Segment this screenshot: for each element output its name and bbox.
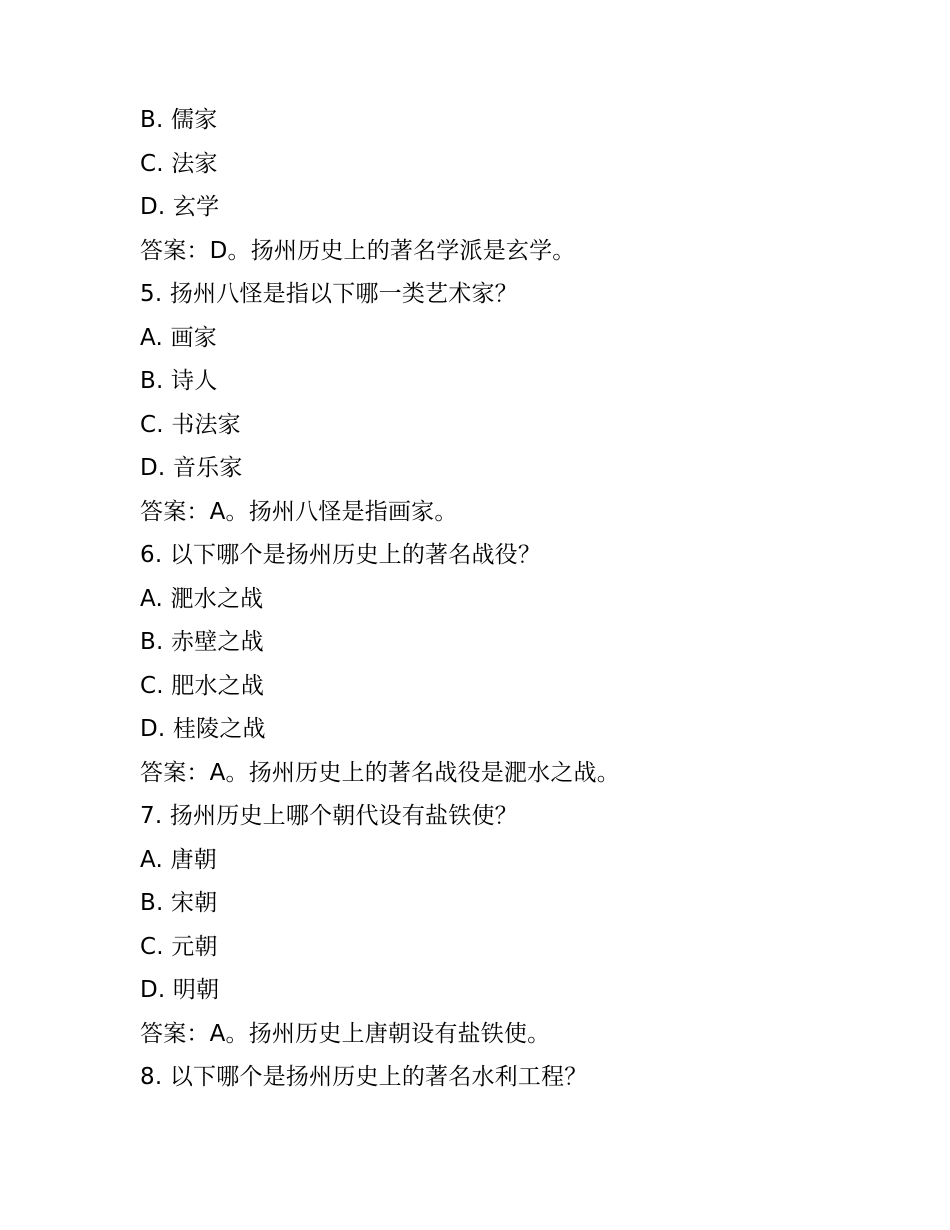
option-line: B. 宋朝	[140, 890, 218, 916]
question-line: 5. 扬州八怪是指以下哪一类艺术家？	[140, 281, 518, 307]
option-line: D. 桂陵之战	[140, 716, 266, 742]
option-line: A. 画家	[140, 324, 217, 351]
question-line: 7. 扬州历史上哪个朝代设有盐铁使？	[140, 803, 518, 829]
option-line: B. 儒家	[140, 107, 218, 133]
option-line: A. 唐朝	[140, 846, 217, 873]
option-line: C. 肥水之战	[140, 672, 265, 699]
answer-line: 答案：A。扬州八怪是指画家。	[140, 498, 458, 525]
answer-line: 答案：A。扬州历史上的著名战役是淝水之战。	[140, 759, 620, 786]
option-line: C. 元朝	[140, 933, 218, 960]
option-line: B. 赤壁之战	[140, 629, 264, 655]
answer-line: 答案：D。扬州历史上的著名学派是玄学。	[140, 237, 576, 264]
option-line: C. 书法家	[140, 411, 241, 438]
question-line: 8. 以下哪个是扬州历史上的著名水利工程？	[140, 1064, 588, 1090]
option-line: D. 玄学	[140, 194, 220, 220]
option-line: D. 音乐家	[140, 455, 243, 481]
question-line: 6. 以下哪个是扬州历史上的著名战役？	[140, 542, 542, 568]
document-body	[140, 99, 840, 1100]
option-line: C. 法家	[140, 150, 218, 177]
option-line: B. 诗人	[140, 368, 218, 394]
option-line: D. 明朝	[140, 977, 220, 1003]
answer-line: 答案：A。扬州历史上唐朝设有盐铁使。	[140, 1020, 551, 1047]
option-line: A. 淝水之战	[140, 585, 264, 612]
